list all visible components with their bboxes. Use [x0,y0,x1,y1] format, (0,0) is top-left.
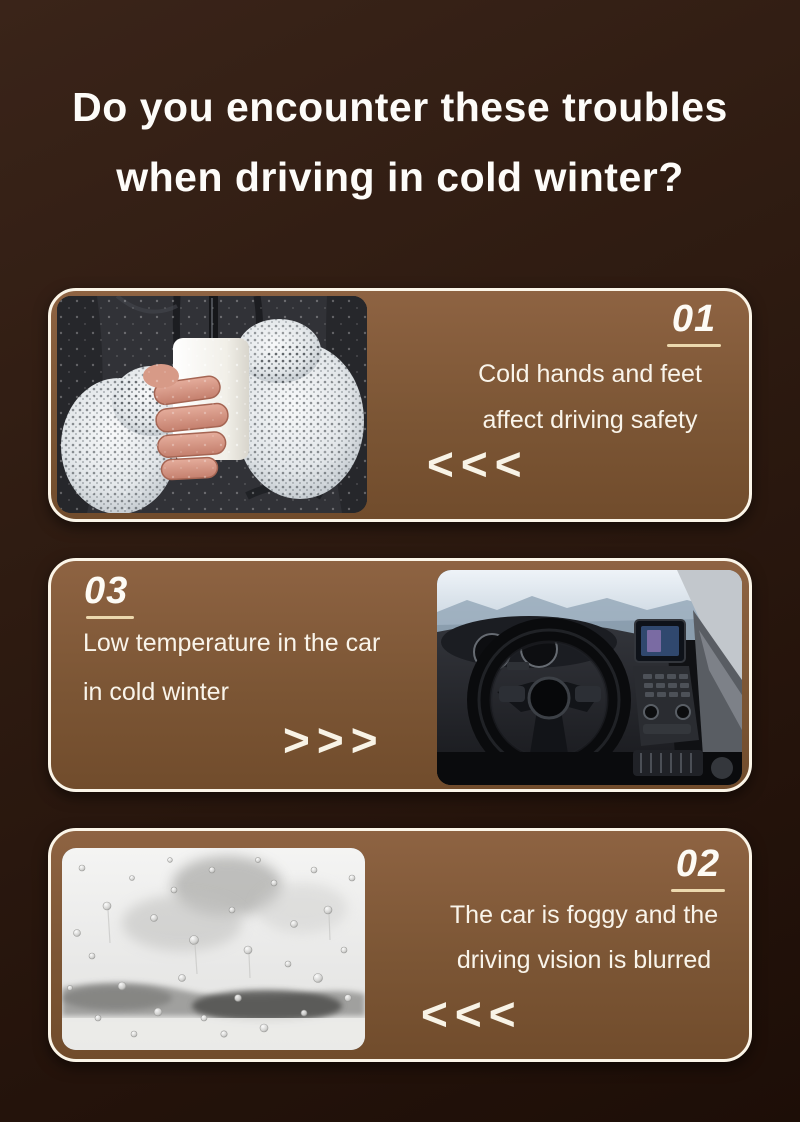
trouble-card-03 [48,558,752,792]
card-02-text-line2: driving vision is blurred [456,946,712,974]
card-01-chevrons-left-icon: <<< [427,438,529,490]
cold-hands-illustration [57,296,367,513]
card-02-text-line1: The car is foggy and the [449,901,719,929]
card-01-number-block [667,297,721,347]
card-02-number: 02 [675,843,721,885]
card-01-text [429,351,751,443]
foggy-window-illustration [62,848,365,1050]
card-02-number-underline [671,889,725,892]
card-03-text-line2: in cold winter [83,678,229,706]
photo-cold-hands [57,296,367,513]
photo-foggy-window [62,848,365,1050]
card-01-number: 01 [671,298,717,340]
card-01-text-line2: affect driving safety [482,406,698,434]
trouble-card-02 [48,828,752,1062]
card-03-chevrons-right-icon: >>> [283,714,385,766]
trouble-card-01 [48,288,752,522]
page-title [0,72,800,212]
page-title-line1: Do you encounter these troubles [72,84,728,130]
card-03-text [83,619,453,717]
card-02-text [417,893,751,983]
card-03-number: 03 [84,570,129,612]
card-02-chevrons-left-icon: <<< [421,988,523,1040]
photo-car-interior [437,570,742,785]
page-title-line2: when driving in cold winter? [116,154,684,200]
card-03-number-block [84,569,134,619]
card-03-text-line1: Low temperature in the car [83,629,381,657]
car-interior-illustration [437,570,742,785]
card-02-number-block [671,842,725,892]
card-01-text-line1: Cold hands and feet [478,360,702,388]
card-01-number-underline [667,344,721,347]
